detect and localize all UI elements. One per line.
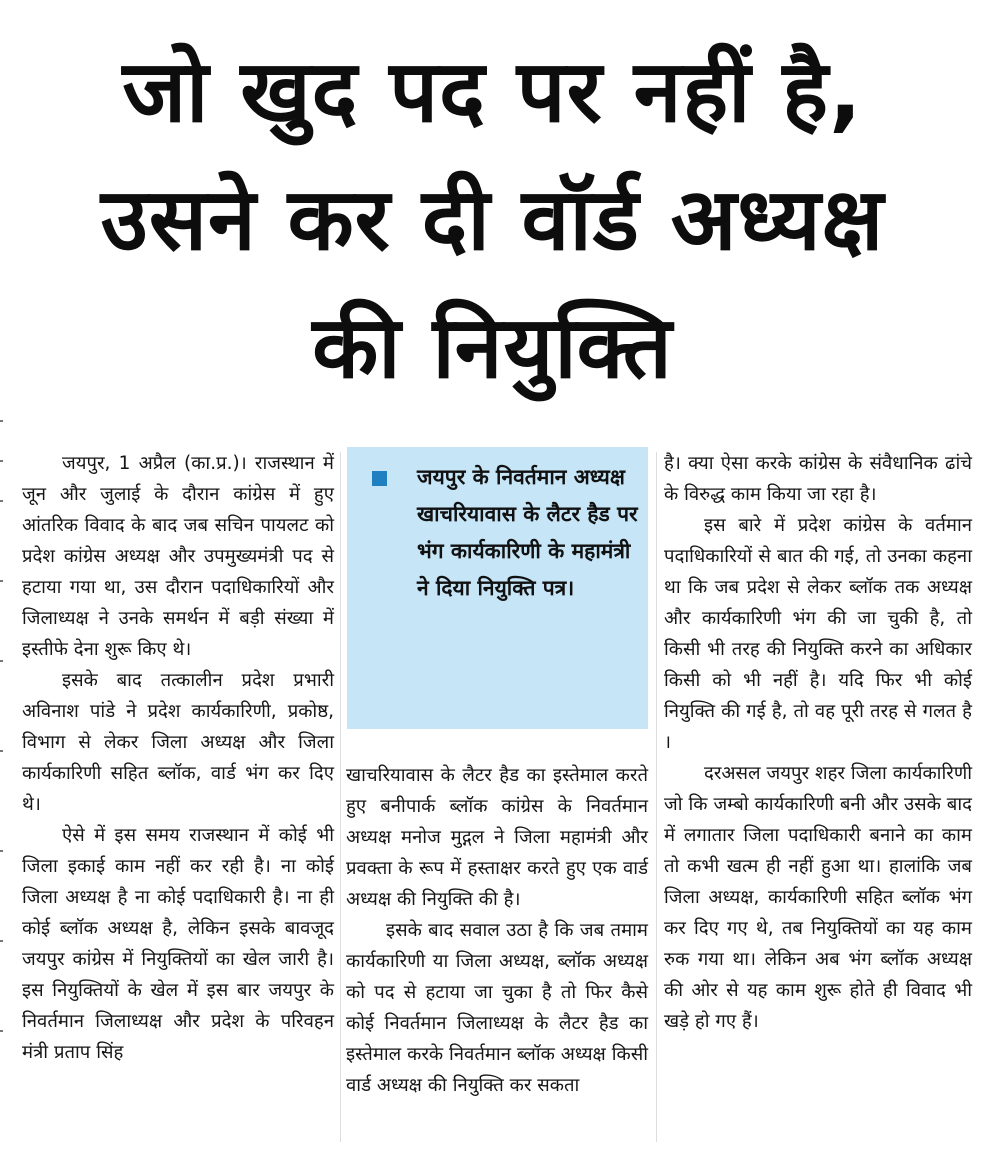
article-column-2 xyxy=(346,760,648,1101)
article-column-3 xyxy=(664,448,972,1037)
column-rule-1 xyxy=(340,452,341,1142)
paragraph: ऐसे में इस समय राजस्थान में कोई भी जिला इकाई काम नहीं कर रही है। ना कोई जिला अध्यक्ष है ना कोई पदाधिकारी है। ना ही कोई ब्लॉक अध्यक्ष है, लेकिन इसके बावजूद जयपुर कांग्रेस में नियुक्तियों का खेल जारी है। इस नियुक्तियों के खेल में इस बार जयपुर के निवर्तमान जिलाध्यक्ष और प्रदेश के परिवहन मंत्री प्रताप सिंह xyxy=(22,825,334,1063)
pull-quote-text: जयपुर के निवर्तमान अध्यक्ष खाचरियावास के लैटर हैड पर भंग कार्यकारिणी के महामंत्री ने दिया नियुक्ति पत्र। xyxy=(417,465,638,600)
headline-line-1: जो खुद पद पर नहीं है, xyxy=(122,42,863,142)
left-margin-marks xyxy=(0,420,4,1140)
headline xyxy=(0,28,985,412)
column-rule-2 xyxy=(656,452,657,1142)
headline-line-3: की नियुक्ति xyxy=(312,298,673,398)
square-bullet-icon xyxy=(372,471,387,486)
paragraph: इस बारे में प्रदेश कांग्रेस के वर्तमान पदाधिकारियों से बात की गई, तो उनका कहना था कि जब प्रदेश से लेकर ब्लॉक तक अध्यक्ष और कार्यकारिणी भंग की जा चुकी है, तो किसी भी तरह की नियुक्ति करने का अधिकार किसी को भी नहीं है। यदि फिर भी कोई नियुक्ति की गई है, तो वह पूरी तरह से गलत है । xyxy=(664,515,972,753)
pull-quote-box xyxy=(347,447,648,729)
paragraph: दरअसल जयपुर शहर जिला कार्यकारिणी जो कि जम्बो कार्यकारिणी बनी और उसके बाद में लगातार जिला पदाधिकारी बनाने का काम तो कभी खत्म ही नहीं हुआ था। हालांकि जब जिला अध्यक्ष, कार्यकारिणी सहित ब्लॉक भंग कर दिए गए थे, तब नियुक्तियों का यह काम रुक गया था। लेकिन अब भंग ब्लॉक अध्यक्ष की ओर से यह काम शुरू होते ही विवाद भी खड़े हो गए हैं। xyxy=(664,763,972,1032)
paragraph: है। क्या ऐसा करके कांग्रेस के संवैधानिक ढांचे के विरुद्ध काम किया जा रहा है। xyxy=(664,453,972,505)
paragraph: इसके बाद तत्कालीन प्रदेश प्रभारी अविनाश पांडे ने प्रदेश कार्यकारिणी, प्रकोष्ठ, विभाग से लेकर जिला अध्यक्ष और जिला कार्यकारिणी सहित ब्लॉक, वार्ड भंग कर दिए थे। xyxy=(22,670,334,815)
headline-line-2: उसने कर दी वॉर्ड अध्यक्ष xyxy=(100,170,885,270)
paragraph: खाचरियावास के लैटर हैड का इस्तेमाल करते हुए बनीपार्क ब्लॉक कांग्रेस के निवर्तमान अध्यक्ष मनोज मुद्गल ने जिला महामंत्री और प्रवक्ता के रूप में हस्ताक्षर करते हुए एक वार्ड अध्यक्ष की नियुक्ति की है। xyxy=(346,765,648,910)
article-column-1 xyxy=(22,448,334,1068)
paragraph: जयपुर, 1 अप्रैल (का.प्र.)। राजस्थान में जून और जुलाई के दौरान कांग्रेस में हुए आंतरिक विवाद के बाद जब सचिन पायलट को प्रदेश कांग्रेस अध्यक्ष और उपमुख्यमंत्री पद से हटाया गया था, उस दौरान पदाधिकारियों और जिलाध्यक्ष ने उनके समर्थन में बड़ी संख्या में इस्तीफे देना शुरू किए थे। xyxy=(22,453,334,660)
paragraph: इसके बाद सवाल उठा है कि जब तमाम कार्यकारिणी या जिला अध्यक्ष, ब्लॉक अध्यक्ष को पद से हटाया जा चुका है तो फिर कैसे कोई निवर्तमान जिलाध्यक्ष के लैटर हैड का इस्तेमाल करके निवर्तमान ब्लॉक अध्यक्ष किसी वार्ड अध्यक्ष की नियुक्ति कर सकता xyxy=(346,920,648,1096)
